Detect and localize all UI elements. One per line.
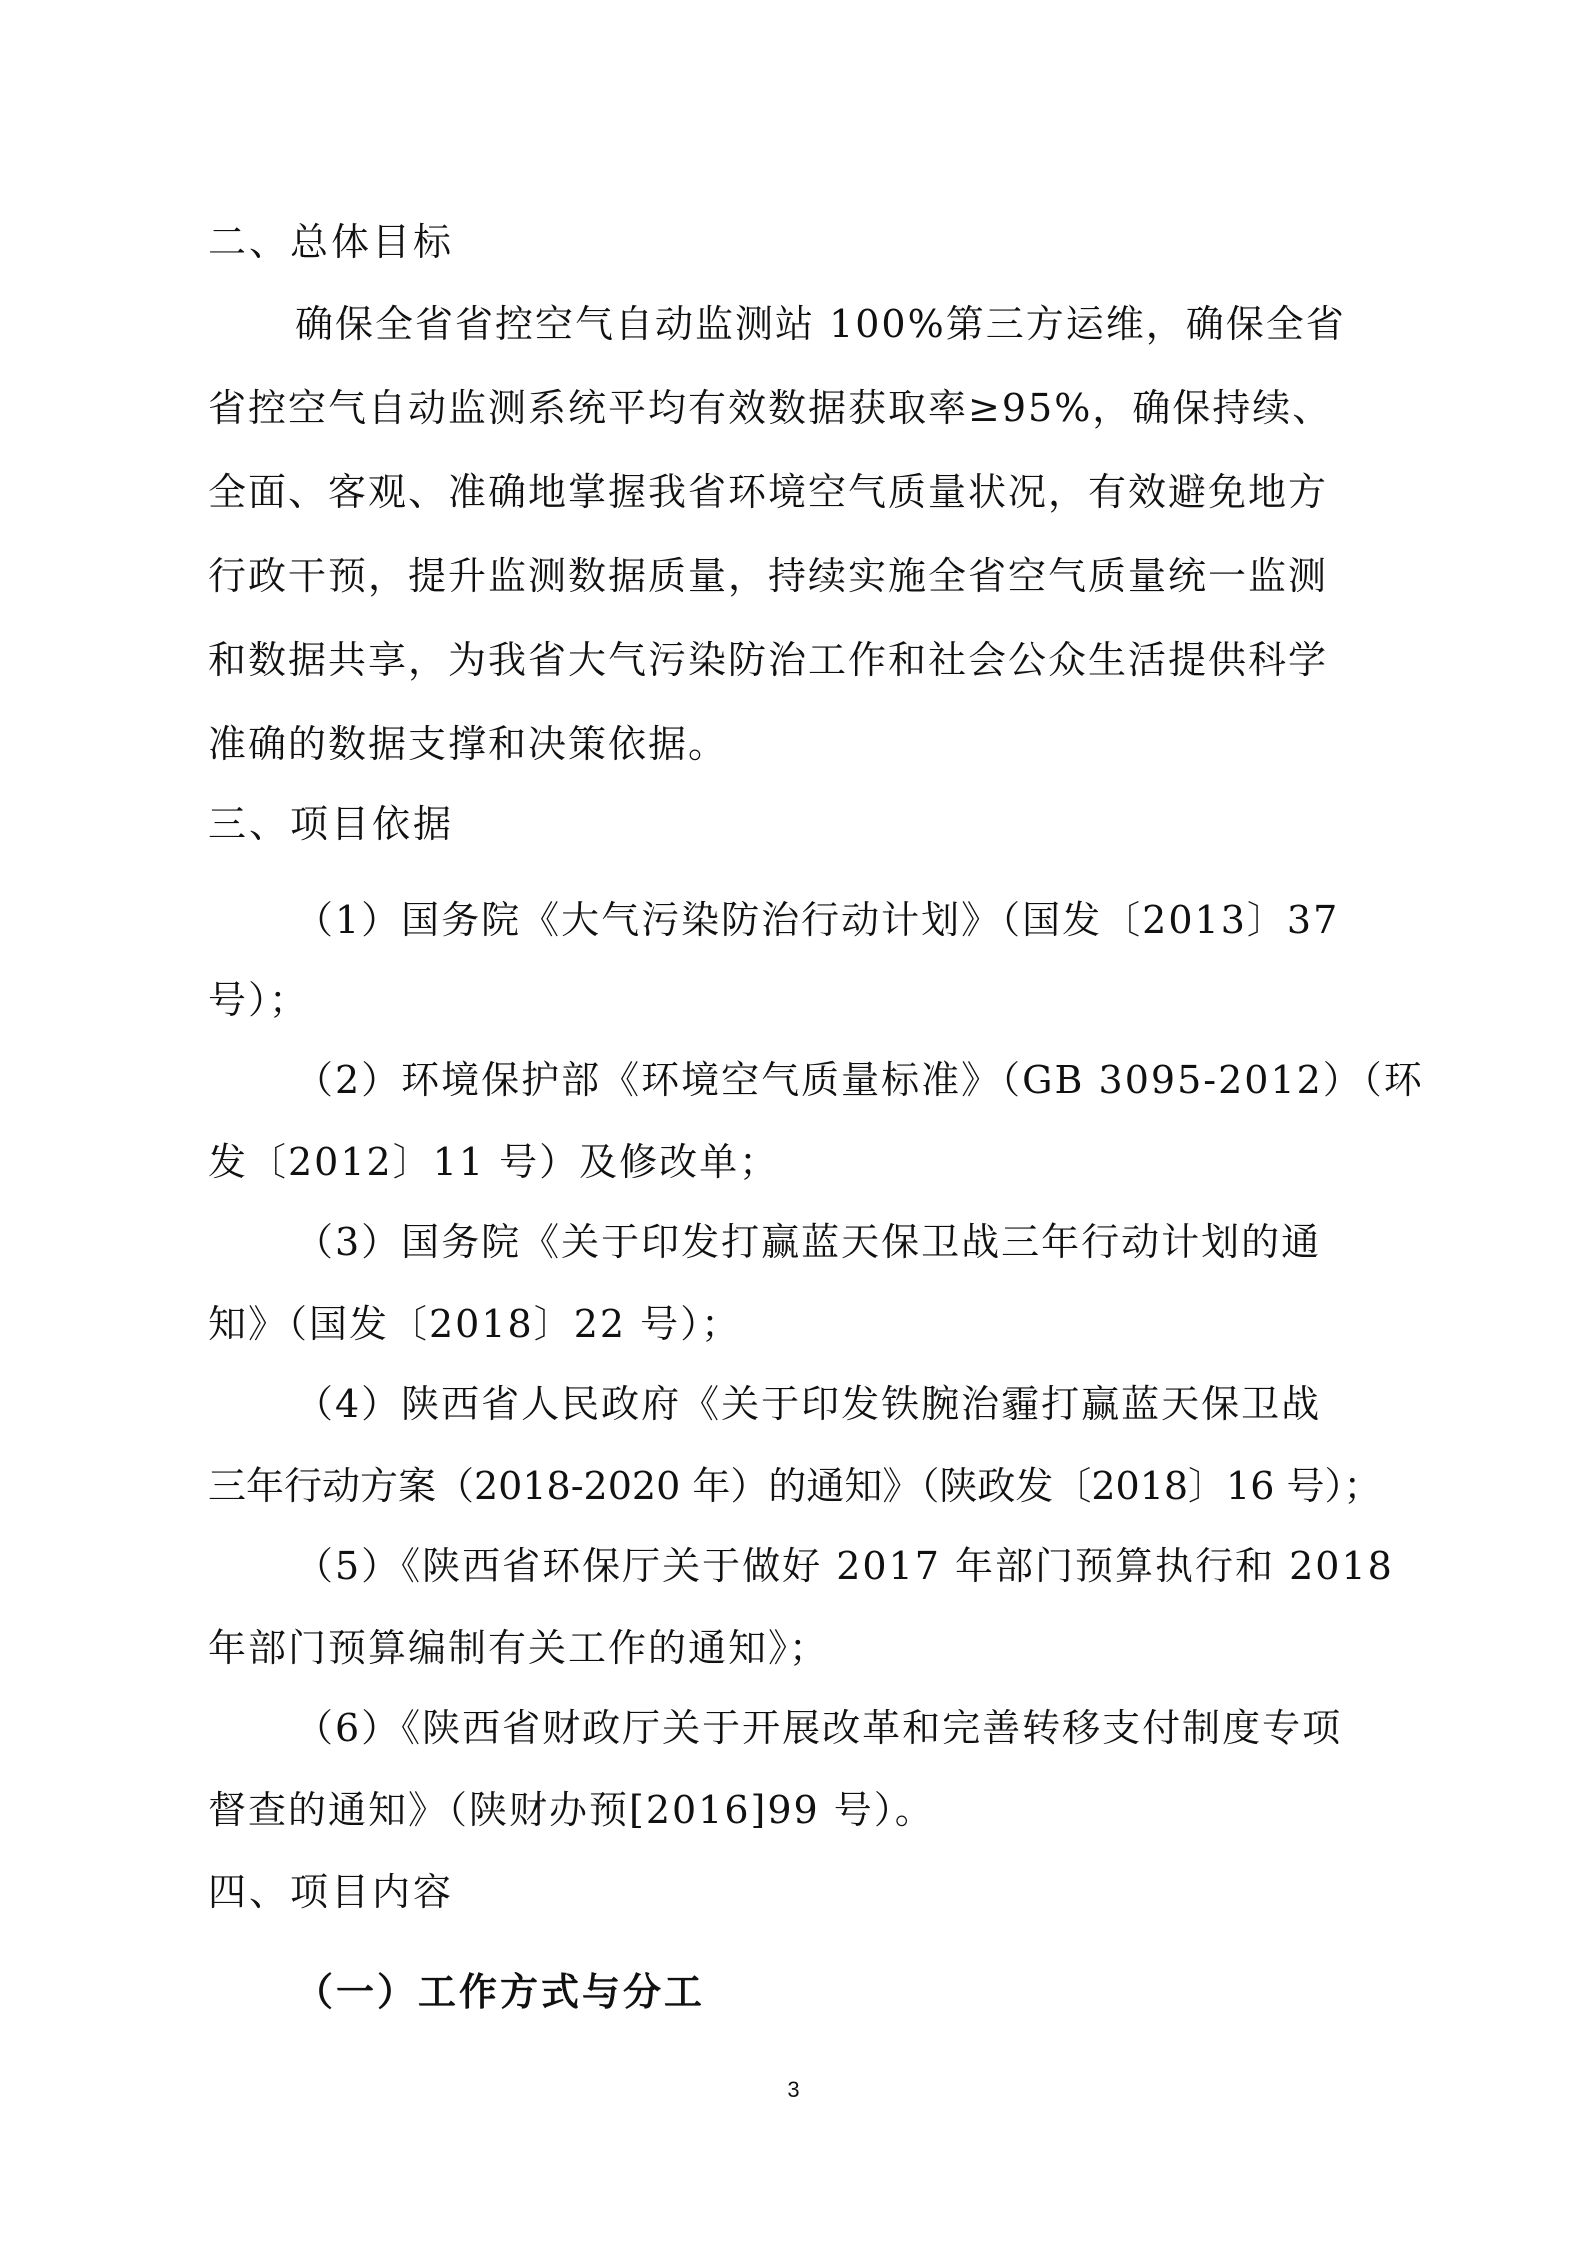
basis-item-line: 年部门预算编制有关工作的通知》； bbox=[208, 1626, 830, 1670]
paragraph-line: 行政干预，提升监测数据质量，持续实施全省空气质量统一监测 bbox=[208, 554, 1329, 598]
basis-item-line: （3）国务院《关于印发打赢蓝天保卫战三年行动计划的通 bbox=[295, 1220, 1322, 1264]
section-heading-project-content: 四、项目内容 bbox=[208, 1870, 455, 1914]
paragraph-line: 和数据共享，为我省大气污染防治工作和社会公众生活提供科学 bbox=[208, 638, 1329, 682]
paragraph-line: 准确的数据支撑和决策依据。 bbox=[208, 722, 729, 766]
basis-item-line: （5）《陕西省环保厅关于做好 2017 年部门预算执行和 2018 bbox=[295, 1544, 1394, 1588]
basis-item-line: 知》（国发〔2018〕22 号）； bbox=[208, 1302, 742, 1346]
basis-item-line: 号）； bbox=[208, 978, 310, 1022]
paragraph-line: 全面、客观、准确地掌握我省环境空气质量状况，有效避免地方 bbox=[208, 470, 1329, 514]
section-heading-project-basis: 三、项目依据 bbox=[208, 802, 455, 846]
page-number: 3 bbox=[787, 2077, 800, 2102]
subsection-heading: （一）工作方式与分工 bbox=[295, 1970, 706, 2014]
basis-item-line: 三年行动方案（2018-2020 年）的通知》（陕政发〔2018〕16 号）； bbox=[208, 1464, 1382, 1508]
basis-item-line: 督查的通知》（陕财办预[2016]99 号）。 bbox=[208, 1788, 935, 1832]
basis-item-line: （4）陕西省人民政府《关于印发铁腕治霾打赢蓝天保卫战 bbox=[295, 1382, 1322, 1426]
section-heading-overall-goal: 二、总体目标 bbox=[208, 220, 455, 264]
basis-item-line: （2）环境保护部《环境空气质量标准》（GB 3095-2012）（环 bbox=[295, 1058, 1424, 1102]
basis-item-line: （6）《陕西省财政厅关于开展改革和完善转移支付制度专项 bbox=[295, 1706, 1343, 1750]
basis-item-line: 发〔2012〕11 号）及修改单； bbox=[208, 1140, 780, 1184]
basis-item-line: （1）国务院《大气污染防治行动计划》（国发〔2013〕37 bbox=[295, 898, 1340, 942]
paragraph-line: 确保全省省控空气自动监测站 100%第三方运维，确保全省 bbox=[295, 302, 1346, 346]
paragraph-line: 省控空气自动监测系统平均有效数据获取率≥95%，确保持续、 bbox=[208, 386, 1333, 430]
